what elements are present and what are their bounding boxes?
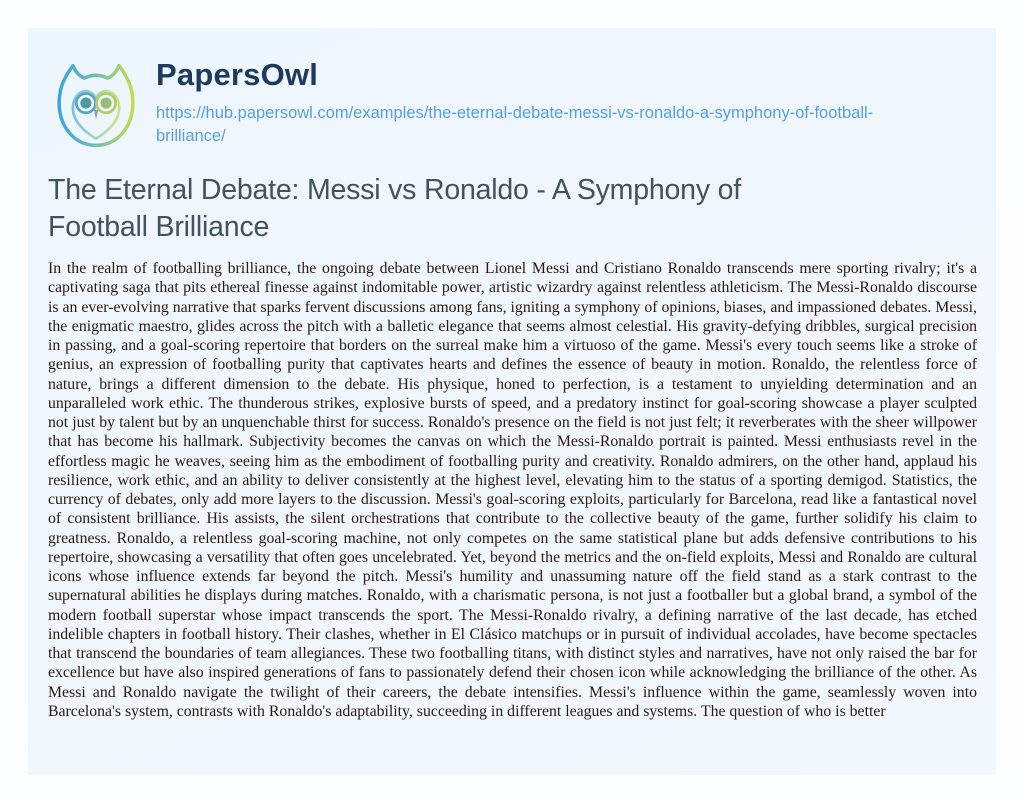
article-body-text: In the realm of footballing brilliance, the ongoing debate between Lionel Messi and Cristiano Ronaldo transcends mere sporting rivalry; it's a captivating saga that pits ethereal finesse against indomitable power, artistic wizardry against relentless athleticism. The Messi-Ronaldo discourse is an ever-evolving narrative that sparks fervent discussions among fans, igniting a symphony of opinions, biases, and impassioned debates. Messi, the enigmatic maestro, glides across the pitch with a balletic elegance that seems almost celestial. His gravity-defying dribbles, surgical precision in passing, and a goal-scoring repertoire that borders on the surreal make him a virtuoso of the game. Messi's every touch seems like a stroke of genius, an expression of footballing purity that captivates hearts and defines the essence of beauty in motion. Ronaldo, the relentless force of nature, brings a different dimension to the debate. His physique, honed to perfection, is a testament to unyielding determination and an unparalleled work ethic. The thunderous strikes, explosive bursts of speed, and a predatory instinct for goal-scoring showcase a player sculpted not just by talent but by an unquenchable thirst for success. Ronaldo's presence on the field is not just felt; it reverberates with the sheer willpower that has become his hallmark. Subjectivity becomes the canvas on which the Messi-Ronaldo portrait is painted. Messi enthusiasts revel in the effortless magic he weaves, seeing him as the embodiment of footballing purity and creativity. Ronaldo admirers, on the other hand, applaud his resilience, work ethic, and an ability to deliver consistently at the highest level, elevating him to the status of a sporting demigod. Statistics, the currency of debates, only add more layers to the discussion. Messi's goal-scoring exploits, particularly for Barcelona, read like a fantastical novel of consistent brilliance. His assists, the silent orchestrations that contribute to the collective beauty of the game, further solidify his claim to greatness. Ronaldo, a relentless goal-scoring machine, not only competes on the same statistical plane but adds defensive contributions to his repertoire, showcasing a versatility that often goes uncelebrated. Yet, beyond the metrics and the on-field exploits, Messi and Ronaldo are cultural icons whose influence extends far beyond the pitch. Messi's humility and unassuming nature off the field stand as a stark contrast to the supernatural abilities he displays during matches. Ronaldo, with a charismatic persona, is not just a footballer but a global brand, a symbol of the modern football superstar whose impact transcends the sport. The Messi-Ronaldo rivalry, a defining narrative of the last decade, has etched indelible chapters in football history. Their clashes, whether in El Clásico matchups or in pursuit of individual accolades, have become spectacles that transcend the boundaries of team allegiances. These two footballing titans, with distinct styles and narratives, have not only raised the bar for excellence but have also inspired generations of fans to passionately defend their chosen icon while acknowledging the brilliance of the other. As Messi and Ronaldo navigate the twilight of their careers, the debate intensifies. Messi's influence within the game, seamlessly woven into Barcelona's system, contrasts with Ronaldo's adaptability, succeeding in different leagues and systems. The question of who is better bbox=[48, 260, 977, 720]
article-title: The Eternal Debate: Messi vs Ronaldo - A Symphony of Football Brilliance bbox=[48, 174, 741, 243]
header-text-block bbox=[156, 54, 918, 148]
source-url-link[interactable]: https://hub.papersowl.com/examples/the-eternal-debate-messi-vs-ronaldo-a-symphony-of-football-brilliance/ bbox=[156, 104, 874, 145]
article bbox=[48, 172, 976, 721]
owl-icon bbox=[48, 54, 144, 158]
brand-name: PapersOwl bbox=[156, 57, 319, 92]
site-header bbox=[48, 54, 976, 158]
content-panel bbox=[28, 28, 996, 775]
papersowl-logo bbox=[48, 54, 144, 158]
